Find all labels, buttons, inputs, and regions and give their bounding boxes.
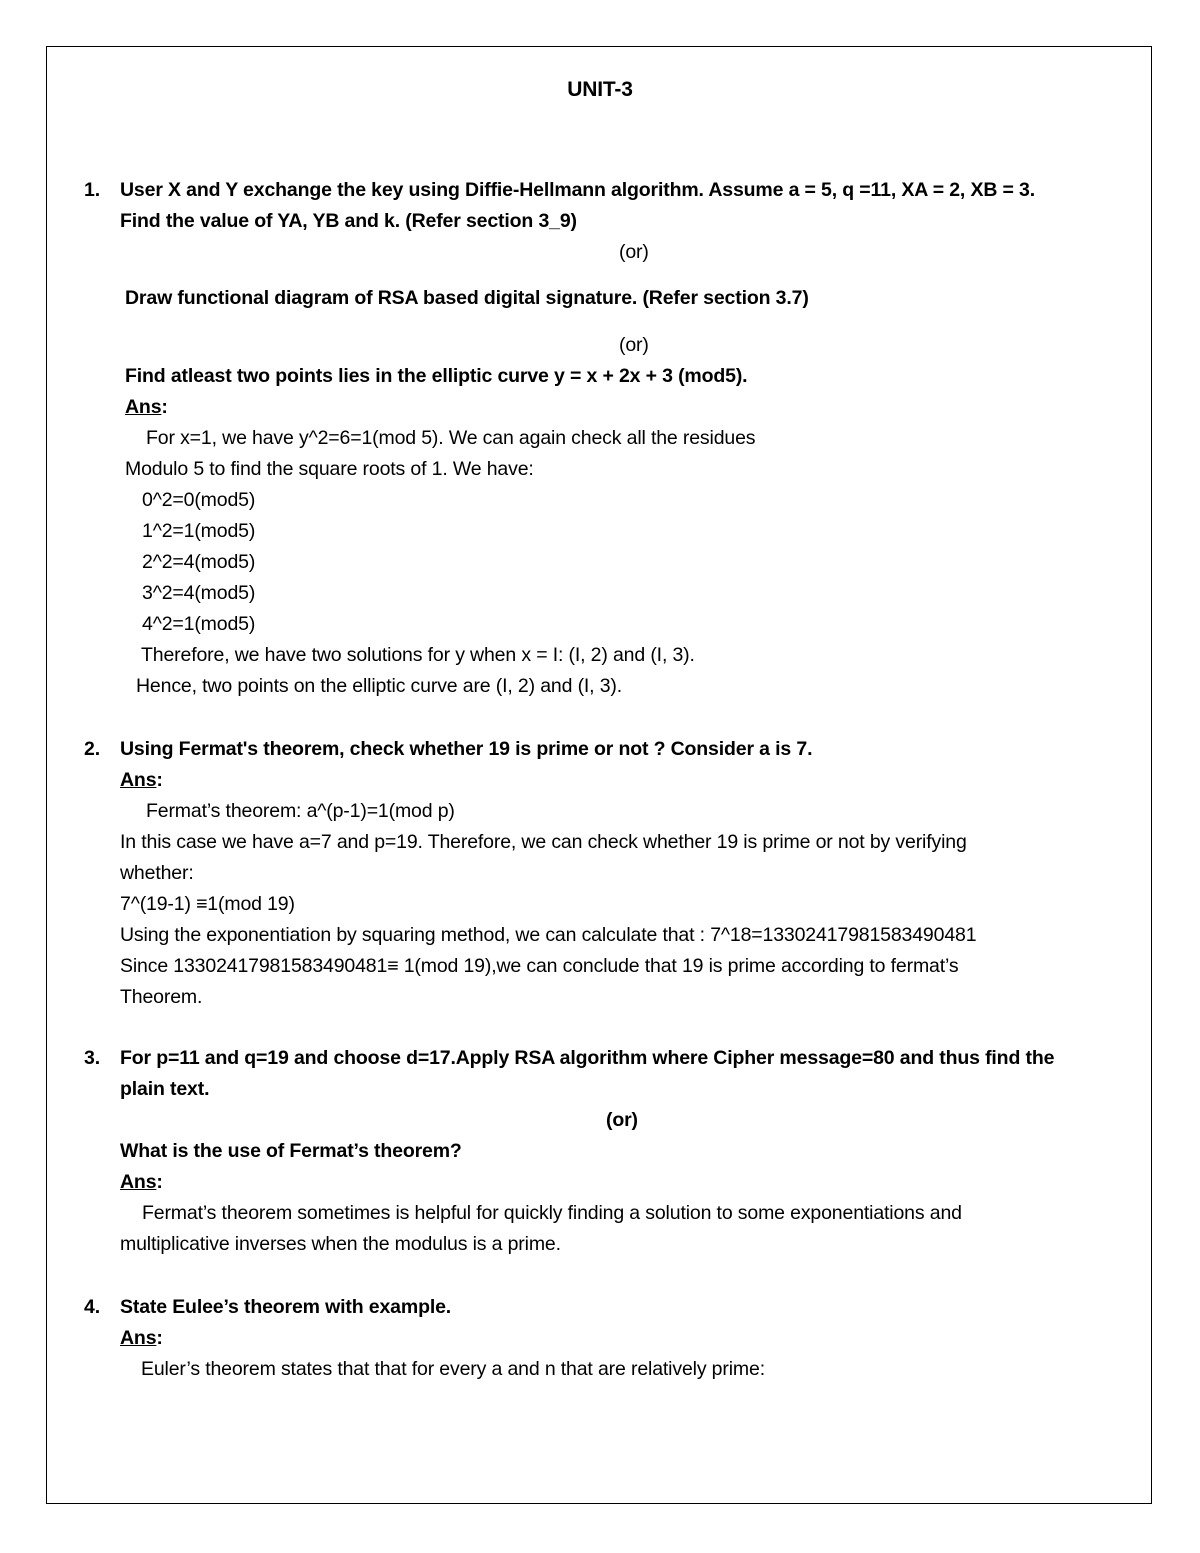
- answer-line: Therefore, we have two solutions for y when x = I: (I, 2) and (I, 3).: [141, 644, 695, 666]
- answer-line: Using the exponentiation by squaring method, we can calculate that : 7^18=13302417981583490481: [120, 924, 977, 946]
- question-3-text-cont: plain text.: [120, 1078, 210, 1100]
- question-3-alternative-1: What is the use of Fermat’s theorem?: [120, 1140, 462, 1162]
- question-2-number: 2.: [84, 738, 100, 760]
- answer-line: 1^2=1(mod5): [142, 520, 256, 542]
- question-3-text: For p=11 and q=19 and choose d=17.Apply RSA algorithm where Cipher message=80 and thus find the: [120, 1047, 1055, 1069]
- question-1-alternative-1: Draw functional diagram of RSA based digital signature. (Refer section 3.7): [125, 287, 809, 309]
- answer-line: 7^(19-1) ≡1(mod 19): [120, 893, 295, 915]
- answer-line: For x=1, we have y^2=6=1(mod 5). We can again check all the residues: [146, 427, 756, 449]
- answer-line: 0^2=0(mod5): [142, 489, 256, 511]
- answer-label: Ans:: [120, 769, 163, 791]
- or-separator: (or): [619, 241, 649, 263]
- answer-line: whether:: [120, 862, 194, 884]
- answer-line: Fermat’s theorem: a^(p-1)=1(mod p): [146, 800, 455, 822]
- question-1-number: 1.: [84, 179, 100, 201]
- or-separator: (or): [619, 334, 649, 356]
- question-1-text: User X and Y exchange the key using Diffie-Hellmann algorithm. Assume a = 5, q =11, XA = 2, XB = 3.: [120, 179, 1035, 201]
- answer-line: 3^2=4(mod5): [142, 582, 256, 604]
- question-4-text: State Eulee’s theorem with example.: [120, 1296, 452, 1318]
- page-title: UNIT-3: [567, 78, 633, 101]
- page-border: [46, 46, 1152, 1504]
- answer-label: Ans:: [120, 1327, 163, 1349]
- question-3-number: 3.: [84, 1047, 100, 1069]
- question-1-alternative-2: Find atleast two points lies in the elliptic curve y = x + 2x + 3 (mod5).: [125, 365, 748, 387]
- or-separator: (or): [606, 1109, 638, 1131]
- answer-line: 4^2=1(mod5): [142, 613, 256, 635]
- answer-line: multiplicative inverses when the modulus is a prime.: [120, 1233, 561, 1255]
- answer-line: Euler’s theorem states that that for every a and n that are relatively prime:: [141, 1358, 765, 1380]
- answer-label: Ans:: [120, 1171, 163, 1193]
- answer-line: In this case we have a=7 and p=19. Therefore, we can check whether 19 is prime or not by verifying: [120, 831, 967, 853]
- question-4-number: 4.: [84, 1296, 100, 1318]
- answer-line: Hence, two points on the elliptic curve are (I, 2) and (I, 3).: [136, 675, 623, 697]
- question-2-text: Using Fermat's theorem, check whether 19 is prime or not ? Consider a is 7.: [120, 738, 813, 760]
- answer-line: Modulo 5 to find the square roots of 1. We have:: [125, 458, 534, 480]
- answer-label: Ans:: [125, 396, 168, 418]
- answer-line: Since 13302417981583490481≡ 1(mod 19),we can conclude that 19 is prime according to fermat’s: [120, 955, 959, 977]
- question-1-text-cont: Find the value of YA, YB and k. (Refer section 3_9): [120, 210, 577, 232]
- answer-line: Theorem.: [120, 986, 203, 1008]
- answer-line: Fermat’s theorem sometimes is helpful for quickly finding a solution to some exponentiations and: [142, 1202, 962, 1224]
- answer-line: 2^2=4(mod5): [142, 551, 256, 573]
